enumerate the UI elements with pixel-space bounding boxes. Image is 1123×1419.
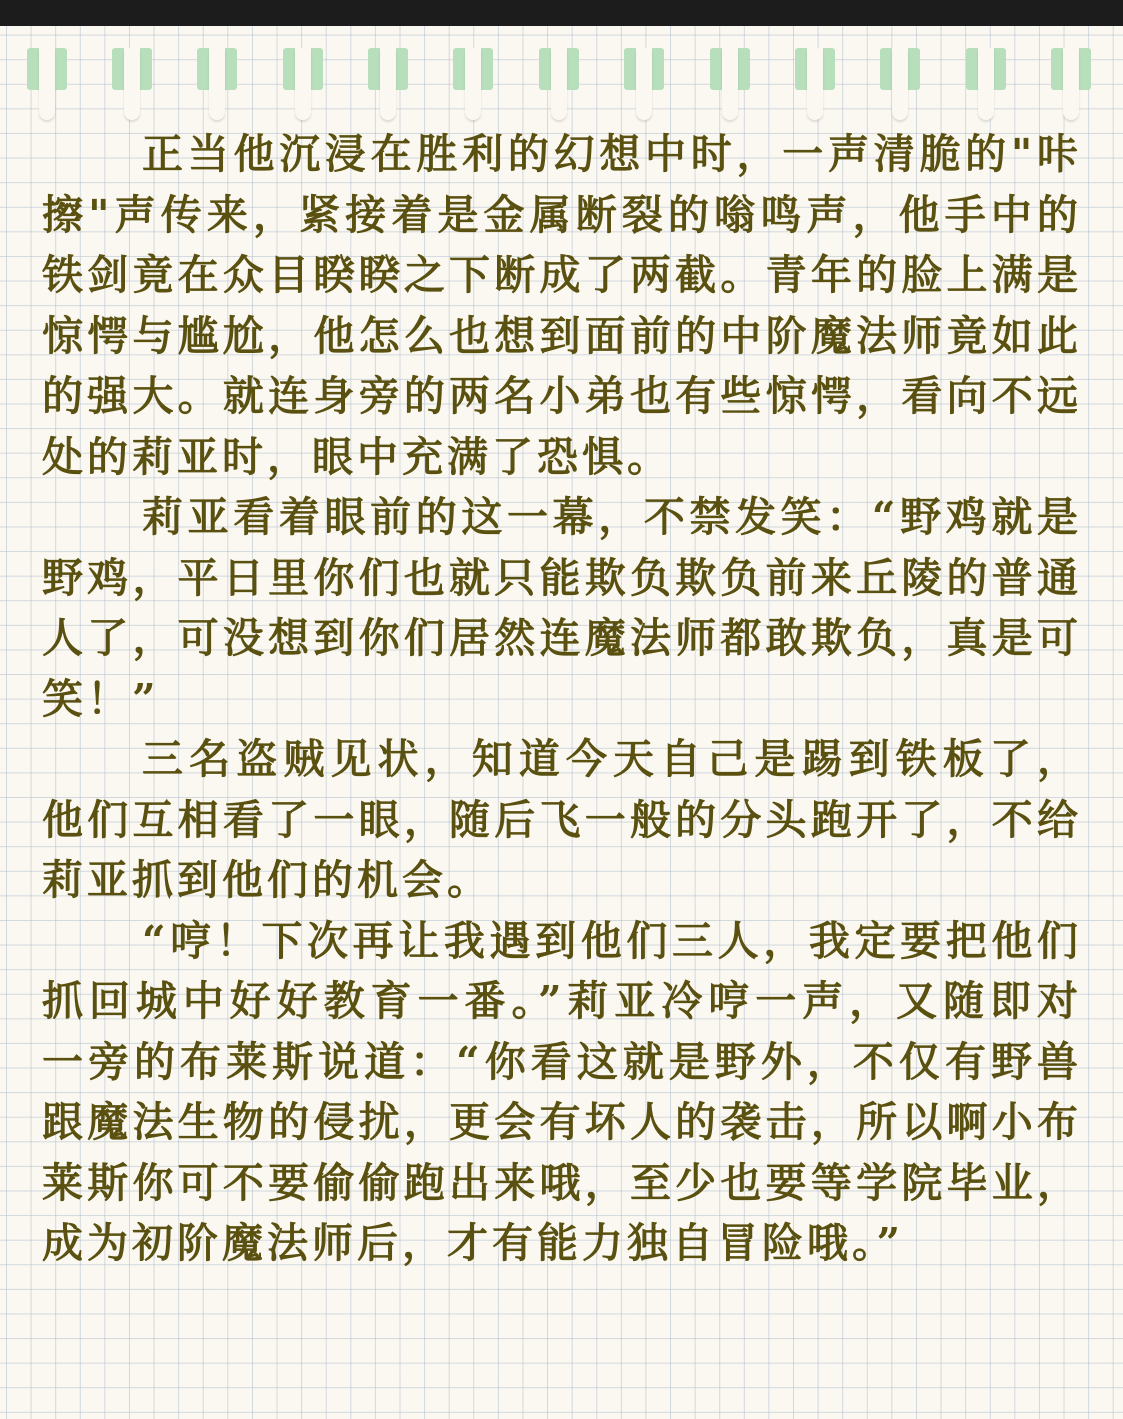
binding-tab: [112, 48, 152, 90]
binding-tab: [880, 48, 920, 90]
binding-tab: [710, 48, 750, 90]
binding-tab: [795, 48, 835, 90]
binding-tab: [368, 48, 408, 90]
spiral-binding-ring-icon: [978, 48, 994, 120]
story-paragraph: 三名盗贼见状，知道今天自己是踢到铁板了，他们互相看了一眼，随后飞一般的分头跑开了，不给莉亚抓到他们的机会。: [42, 735, 1082, 904]
spiral-binding: [0, 0, 1123, 100]
binding-tab: [27, 48, 67, 90]
spiral-binding-ring-icon: [39, 48, 55, 120]
spiral-binding-ring-icon: [465, 48, 481, 120]
binding-tab: [197, 48, 237, 90]
spiral-binding-ring-icon: [1063, 48, 1079, 120]
spiral-binding-ring-icon: [551, 48, 567, 120]
spiral-binding-ring-icon: [807, 48, 823, 120]
story-paragraph: “哼！下次再让我遇到他们三人，我定要把他们抓回城中好好教育一番。”莉亚冷哼一声，又随即对一旁的布莱斯说道：“你看这就是野外，不仅有野兽跟魔法生物的侵扰，更会有坏人的袭击，所以啊小布莱斯你可不要偷偷跑出来哦，至少也要等学院毕业，成为初阶魔法师后，才有能力独自冒险哦。”: [42, 916, 1082, 1267]
spiral-binding-ring-icon: [124, 48, 140, 120]
spiral-binding-ring-icon: [892, 48, 908, 120]
spiral-binding-ring-icon: [209, 48, 225, 120]
binding-tab: [1051, 48, 1091, 90]
binding-tab: [453, 48, 493, 90]
story-paragraph: 莉亚看着眼前的这一幕，不禁发笑：“野鸡就是野鸡，平日里你们也就只能欺负欺负前来丘陵的普通人了，可没想到你们居然连魔法师都敢欺负，真是可笑！”: [42, 493, 1082, 723]
spiral-binding-ring-icon: [295, 48, 311, 120]
spiral-binding-ring-icon: [380, 48, 396, 120]
spiral-binding-ring-icon: [722, 48, 738, 120]
binding-tab: [283, 48, 323, 90]
binding-tab: [966, 48, 1006, 90]
binding-tab: [539, 48, 579, 90]
spiral-binding-ring-icon: [636, 48, 652, 120]
story-text: [42, 124, 1082, 1274]
story-paragraph: 正当他沉浸在胜利的幻想中时，一声清脆的"咔擦"声传来，紧接着是金属断裂的嗡鸣声，他手中的铁剑竟在众目睽睽之下断成了两截。青年的脸上满是惊愕与尴尬，他怎么也想到面前的中阶魔法师竟如此的强大。就连身旁的两名小弟也有些惊愕，看向不远处的莉亚时，眼中充满了恐惧。: [42, 130, 1082, 481]
binding-tab: [624, 48, 664, 90]
